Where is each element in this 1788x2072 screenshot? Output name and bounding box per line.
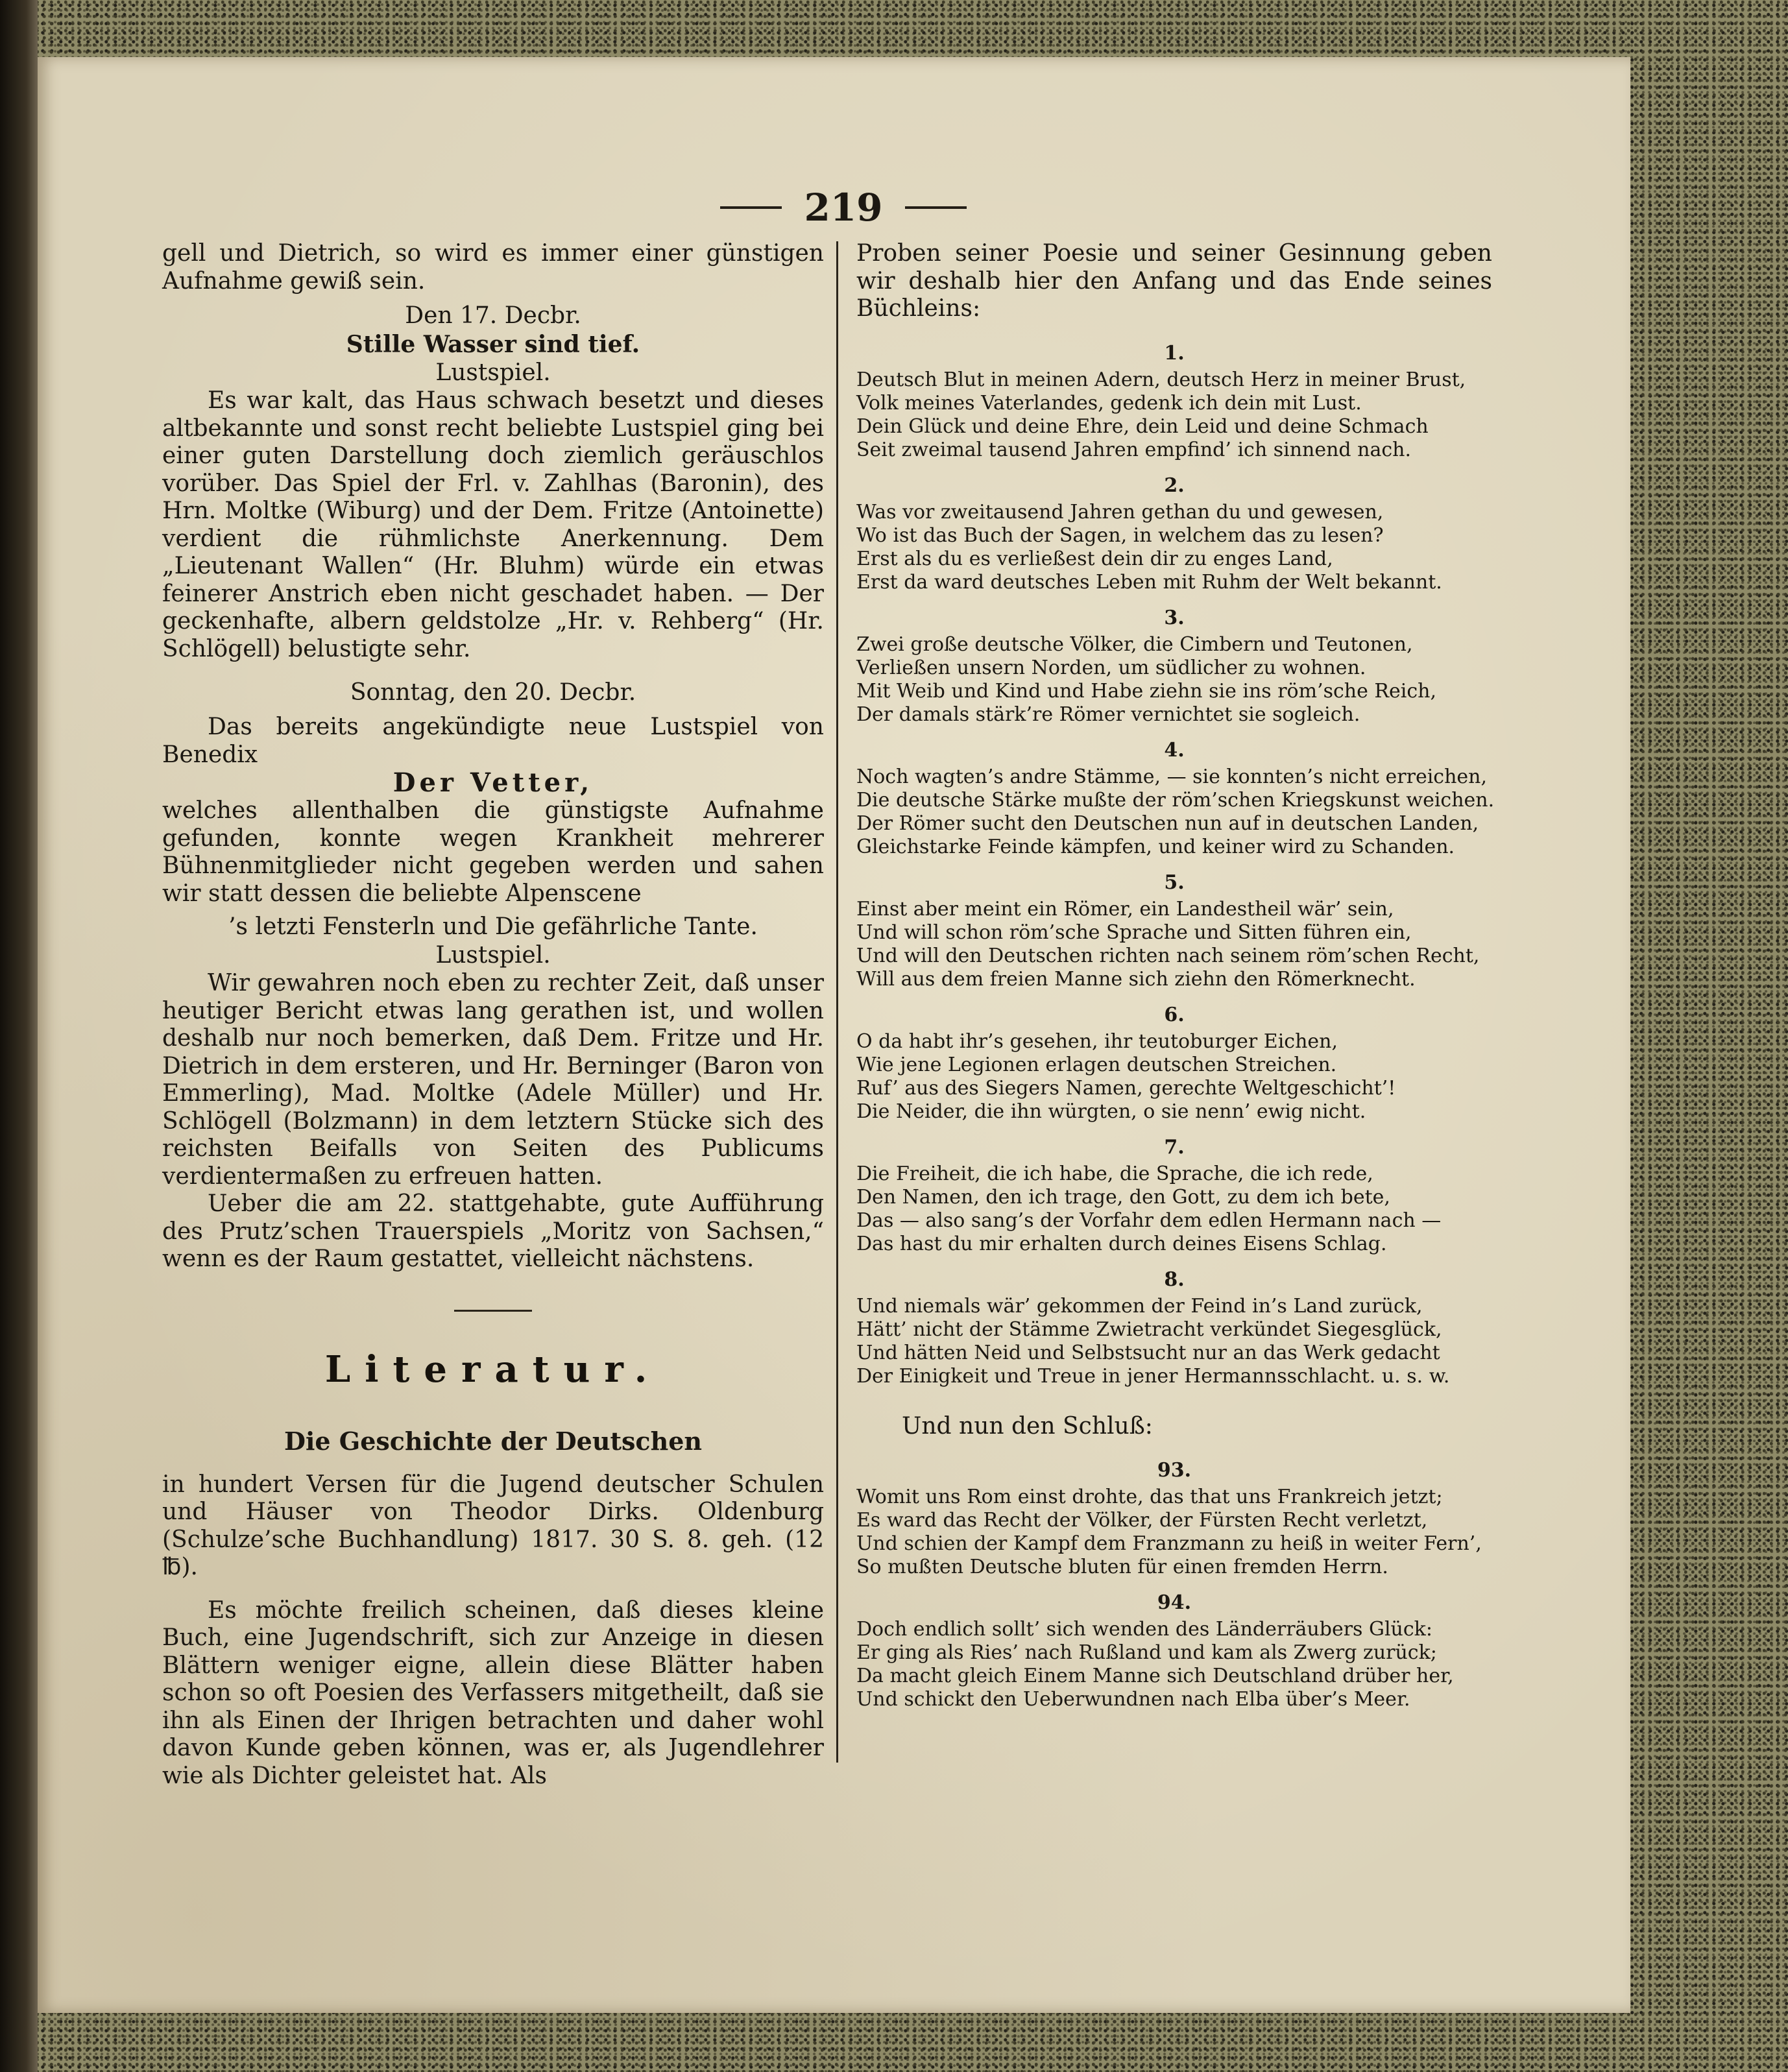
verse-line: Und schien der Kampf dem Franzmann zu heiß in weiter Fern’,	[856, 1532, 1482, 1555]
stanza-number: 4.	[1164, 738, 1185, 762]
verse-line: Der damals stärk’re Römer vernichtet sie sogleich.	[856, 703, 1360, 726]
verse-line: Dein Glück und deine Ehre, dein Leid und deine Schmach	[856, 415, 1429, 438]
genre-label-1: Lustspiel.	[435, 359, 551, 386]
stanza-number: 93.	[1157, 1459, 1192, 1482]
verse-line: Erst da ward deutsches Leben mit Ruhm der Welt bekannt.	[856, 570, 1442, 594]
stanza	[856, 736, 1495, 868]
stanza-number: 94.	[1157, 1591, 1192, 1614]
verse-line: Volk meines Vaterlandes, gedenk ich dein mit Lust.	[856, 391, 1362, 415]
verse-line: Da macht gleich Einem Manne sich Deutschland drüber her,	[856, 1665, 1454, 1687]
book-gutter	[0, 0, 38, 2072]
verse-line: Erst als du es verließest dein dir zu enges Land,	[856, 547, 1333, 570]
poem-stanzas	[856, 339, 1495, 1397]
verse-line: Ruf’ aus des Siegers Namen, gerechte Weltgeschicht’!	[856, 1076, 1396, 1100]
verse-line: Wo ist das Buch der Sagen, in welchem das zu lesen?	[856, 524, 1384, 547]
verse-line: Es ward das Recht der Völker, der Fürsten Recht verletzt,	[856, 1509, 1428, 1532]
column-divider	[836, 241, 838, 1763]
stanza	[856, 1588, 1492, 1720]
book-title: Die Geschichte der Deutschen	[284, 1426, 702, 1456]
verse-line: O da habt ihr’s gesehen, ihr teutoburger Eichen,	[856, 1030, 1338, 1053]
verse-line: Zwei große deutsche Völker, die Cimbern und Teutonen,	[856, 632, 1413, 656]
verse-line: Er ging als Ries’ nach Rußland und kam als Zwerg zurück;	[856, 1641, 1437, 1664]
verse-line: Will aus dem freien Manne sich ziehn den Römerknecht.	[856, 967, 1416, 991]
verse-line: Seit zweimal tausend Jahren empfind’ ich sinnend nach.	[856, 438, 1412, 461]
stanza	[856, 868, 1492, 1000]
left-paragraph-7: Es möchte freilich scheinen, daß dieses kleine Buch, eine Jugendschrift, sich zur Anzeige in diesen Blättern weniger eigne, allein diese Blätter haben schon so oft Poesien des Verfassers mitgetheilt, daß sie ihn als Einen der Ihrigen betrachten und daher wohl davon Kunde geben können, was er, als Jugendlehrer wie als Dichter geleistet hat. Als	[162, 1596, 824, 1789]
page-number-right-dash	[905, 206, 967, 209]
verse-line: Und will schon röm’sche Sprache und Sitten führen ein,	[856, 921, 1412, 944]
verse-line: Den Namen, den ich trage, den Gott, zu dem ich bete,	[856, 1185, 1390, 1209]
verse-line: Verließen unsern Norden, um südlicher zu wohnen.	[856, 656, 1366, 679]
play-title-3: ’s letzti Fensterln und Die gefährliche Tante.	[228, 913, 758, 940]
poem-transition: Und nun den Schluß:	[902, 1412, 1153, 1440]
verse-line: Das — also sang’s der Vorfahr dem edlen Hermann nach —	[856, 1209, 1442, 1232]
stanza-number: 1.	[1164, 341, 1185, 365]
stanza	[856, 1000, 1492, 1133]
left-paragraph-3: Das bereits angekündigte neue Lustspiel von Benedix	[162, 714, 824, 768]
left-paragraph-4: welches allenthalben die günstigste Aufnahme gefunden, konnte wegen Krankheit mehrerer Bühnenmitglieder nicht gegeben werden und sahen wir statt dessen die beliebte Alpenscene	[162, 797, 824, 907]
verse-line: Womit uns Rom einst drohte, das that uns Frankreich jetzt;	[856, 1486, 1443, 1508]
date-heading-2: Sonntag, den 20. Decbr.	[350, 679, 636, 706]
genre-label-3: Lustspiel.	[435, 942, 551, 969]
verse-line: Noch wagten’s andre Stämme, — sie konnten’s nicht erreichen,	[856, 765, 1488, 788]
verse-line: Der Römer sucht den Deutschen nun auf in deutschen Landen,	[856, 812, 1479, 835]
verse-line: Gleichstarke Feinde kämpfen, und keiner wird zu Schanden.	[856, 835, 1455, 858]
left-paragraph-6: Ueber die am 22. stattgehabte, gute Aufführung des Prutz’schen Trauerspiels „Moritz von Sachsen,“ wenn es der Raum gestattet, vielleicht nächstens.	[162, 1190, 824, 1272]
play-title-1: Stille Wasser sind tief.	[346, 331, 640, 358]
page-number: 219	[804, 186, 883, 230]
verse-line: Das hast du mir erhalten durch deines Eisens Schlag.	[856, 1232, 1387, 1255]
stanza	[856, 603, 1492, 736]
stanza-number: 6.	[1164, 1003, 1185, 1026]
poem-intro: Proben seiner Poesie und seiner Gesinnung geben wir deshalb hier den Anfang und das Ende seines Büchleins:	[856, 240, 1492, 322]
verse-line: Einst aber meint ein Römer, ein Landestheil wär’ sein,	[856, 897, 1394, 921]
verse-line: Und niemals wär’ gekommen der Feind in’s Land zurück,	[856, 1294, 1423, 1318]
verse-line: So mußten Deutsche bluten für einen fremden Herrn.	[856, 1556, 1388, 1578]
verse-line: Was vor zweitausend Jahren gethan du und gewesen,	[856, 500, 1384, 524]
left-paragraph-1: gell und Dietrich, so wird es immer einer günstigen Aufnahme gewiß sein.	[162, 240, 824, 295]
section-heading-literatur: Literatur.	[324, 1347, 662, 1391]
book-subtitle: in hundert Versen für die Jugend deutscher Schulen und Häuser von Theodor Dirks. Oldenburg (Schulze’sche Buchhandlung) 1817. 30 S. 8. geh. (12 ℔).	[162, 1471, 824, 1580]
verse-line: Deutsch Blut in meinen Adern, deutsch Herz in meiner Brust,	[856, 368, 1466, 391]
verse-line: Die Neider, die ihn würgten, o sie nenn’ ewig nicht.	[856, 1100, 1366, 1123]
left-column	[162, 240, 824, 1790]
stanza	[856, 471, 1492, 603]
verse-line: Und hätten Neid und Selbstsucht nur an das Werk gedacht	[856, 1341, 1440, 1364]
stanza-number: 7.	[1164, 1135, 1185, 1159]
verse-line: Hätt’ nicht der Stämme Zwietracht verkündet Siegesglück,	[856, 1318, 1442, 1341]
page-number-left-dash	[720, 206, 782, 209]
verse-line: Mit Weib und Kind und Habe ziehn sie ins röm’sche Reich,	[856, 679, 1437, 703]
verse-line: Der Einigkeit und Treue in jener Hermannsschlacht. u. s. w.	[856, 1364, 1450, 1388]
date-heading-1: Den 17. Decbr.	[405, 302, 581, 329]
page-number-row	[707, 182, 980, 234]
verse-line: Und will den Deutschen richten nach seinem röm’schen Recht,	[856, 944, 1480, 967]
stanza-number: 3.	[1164, 606, 1185, 629]
stanza	[856, 1133, 1492, 1265]
poem-end-stanzas	[856, 1456, 1492, 1720]
right-column	[856, 240, 1495, 1720]
stanza	[856, 1265, 1492, 1397]
verse-line: Die deutsche Stärke mußte der röm’schen Kriegskunst weichen.	[856, 788, 1495, 812]
left-paragraph-2: Es war kalt, das Haus schwach besetzt und dieses altbekannte und sonst recht beliebte Lustspiel ging bei einer guten Darstellung doch ziemlich geräuschlos vorüber. Das Spiel der Frl. v. Zahlhas (Baronin), des Hrn. Moltke (Wiburg) und der Dem. Fritze (Antoinette) verdient die rühmlichste Anerkennung. Dem „Lieutenant Wallen“ (Hr. Bluhm) würde ein etwas feinerer Anstrich eben nicht geschadet haben. — Der geckenhafte, albern geldstolze „Hr. v. Rehberg“ (Hr. Schlögell) belustigte sehr.	[162, 387, 824, 662]
verse-line: Die Freiheit, die ich habe, die Sprache, die ich rede,	[856, 1162, 1373, 1185]
play-title-2: Der Vetter,	[393, 767, 594, 798]
stanza-number: 8.	[1164, 1268, 1185, 1291]
stanza-number: 5.	[1164, 871, 1185, 894]
left-paragraph-5: Wir gewahren noch eben zu rechter Zeit, daß unser heutiger Bericht etwas lang gerathen ist, und wollen deshalb nur noch bemerken, daß Dem. Fritze und Hr. Dietrich in dem ersteren, und Hr. Berninger (Baron von Emmerling), Mad. Moltke (Adele Müller) und Hr. Schlögell (Bolzmann) in dem letztern Stücke sich des reichsten Beifalls von Seiten des Publicums verdientermaßen zu erfreuen hatten.	[162, 970, 824, 1190]
verse-line: Wie jene Legionen erlagen deutschen Streichen.	[856, 1053, 1337, 1076]
verse-line: Doch endlich sollt’ sich wenden des Länderräubers Glück:	[856, 1618, 1432, 1641]
stanza-number: 2.	[1164, 474, 1185, 497]
stanza	[856, 1456, 1492, 1588]
verse-line: Und schickt den Ueberwundnen nach Elba über’s Meer.	[856, 1688, 1410, 1711]
stanza	[856, 339, 1492, 471]
